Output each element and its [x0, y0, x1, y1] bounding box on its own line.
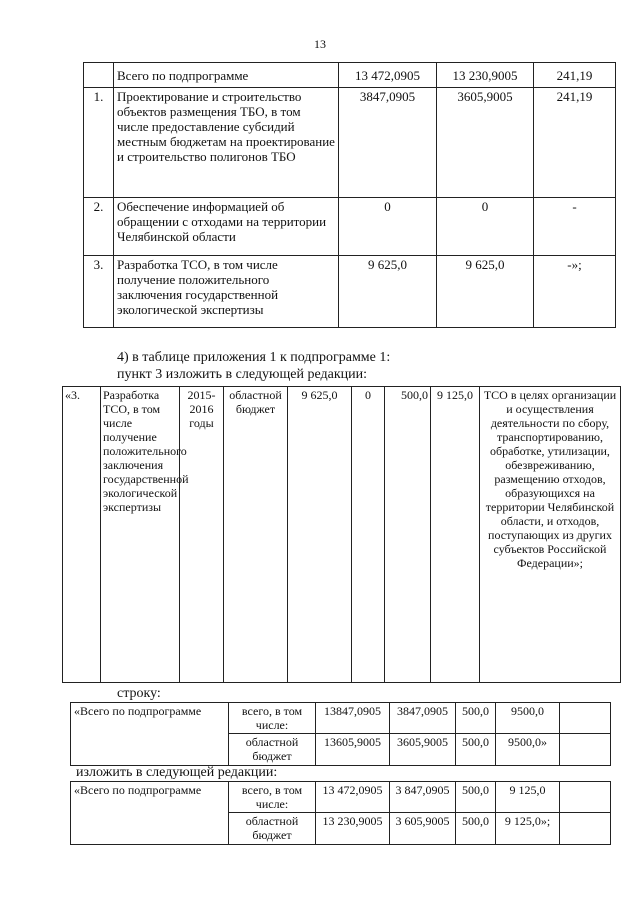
item-value-4: 9 125,0 — [431, 387, 480, 683]
row-value-5 — [560, 703, 611, 734]
row-value-2: 3605,9005 — [437, 88, 534, 198]
table-row — [84, 198, 616, 256]
row-number: 2. — [84, 198, 114, 256]
row-value-3: 241,19 — [534, 88, 616, 198]
table-row — [63, 387, 621, 683]
item-source: областной бюджет — [224, 387, 288, 683]
appendix-item-table — [62, 386, 621, 683]
row-value-4: 9 125,0 — [496, 782, 560, 813]
page-number: 13 — [314, 37, 326, 51]
subprogram-table — [83, 62, 616, 328]
item-value-3: 500,0 — [385, 387, 431, 683]
row-value-3: 500,0 — [456, 782, 496, 813]
row-value-1: 9 625,0 — [339, 256, 437, 328]
row-value-2: 3 847,0905 — [390, 782, 456, 813]
row-number: 3. — [84, 256, 114, 328]
item-number: «3. — [63, 387, 101, 683]
total-label: «Всего по подпрограмме — [71, 703, 229, 766]
row-value-2: 3 605,9005 — [390, 813, 456, 845]
row-value-3: 500,0 — [456, 703, 496, 734]
item-name: Разработка ТСО, в том числе получение положительного заключения государственной экологической экспертизы — [101, 387, 180, 683]
row-type: областной бюджет — [229, 734, 316, 766]
total-value-2: 13 230,9005 — [437, 63, 534, 88]
table-row — [84, 256, 616, 328]
total-value-3: 241,19 — [534, 63, 616, 88]
table-row — [84, 88, 616, 198]
row-type: всего, в том числе: — [229, 782, 316, 813]
total-value-1: 13 472,0905 — [339, 63, 437, 88]
table-row — [71, 703, 611, 734]
row-text: Проектирование и строительство объектов размещения ТБО, в том числе предоставление субсидий местным бюджетам на проектирование и строительство полигонов ТБО — [114, 88, 339, 198]
row-value-1: 3847,0905 — [339, 88, 437, 198]
row-value-3: - — [534, 198, 616, 256]
paragraph-4-line-2: пункт 3 изложить в следующей редакции: — [117, 367, 367, 382]
row-value-5 — [560, 813, 611, 845]
row-value-3: 500,0 — [456, 813, 496, 845]
row-value-3: 500,0 — [456, 734, 496, 766]
row-value-1: 13 472,0905 — [316, 782, 390, 813]
row-value-4: 9500,0 — [496, 703, 560, 734]
row-value-5 — [560, 734, 611, 766]
row-type: областной бюджет — [229, 813, 316, 845]
row-value-4: 9 125,0»; — [496, 813, 560, 845]
new-total-table — [70, 781, 611, 845]
label-izlozhit: изложить в следующей редакции: — [76, 765, 278, 780]
table-row — [71, 782, 611, 813]
row-value-1: 13605,9005 — [316, 734, 390, 766]
row-value-1: 13847,0905 — [316, 703, 390, 734]
item-years: 2015-2016 годы — [180, 387, 224, 683]
total-label: «Всего по подпрограмме — [71, 782, 229, 845]
row-value-1: 0 — [339, 198, 437, 256]
paragraph-4-line-1: 4) в таблице приложения 1 к подпрограмме 1: — [117, 350, 391, 365]
row-value-1: 13 230,9005 — [316, 813, 390, 845]
row-value-2: 3847,0905 — [390, 703, 456, 734]
total-label: Всего по подпрограмме — [114, 63, 339, 88]
row-type: всего, в том числе: — [229, 703, 316, 734]
row-value-3: -»; — [534, 256, 616, 328]
row-value-2: 3605,9005 — [390, 734, 456, 766]
item-value-2: 0 — [352, 387, 385, 683]
label-stroku: строку: — [117, 686, 161, 701]
row-value-4: 9500,0» — [496, 734, 560, 766]
row-value-2: 0 — [437, 198, 534, 256]
table-row-total — [84, 63, 616, 88]
row-value-5 — [560, 782, 611, 813]
item-value-1: 9 625,0 — [288, 387, 352, 683]
item-result: ТСО в целях организации и осуществления деятельности по сбору, транспортированию, обработке, утилизации, обезвреживанию, размещению отходов, образующихся на территории Челябинской области, и отходов, поступающих из других субъектов Российской Федерации»; — [480, 387, 621, 683]
row-text: Обеспечение информацией об обращении с отходами на территории Челябинской области — [114, 198, 339, 256]
row-text: Разработка ТСО, в том числе получение положительного заключения государственной экологической экспертизы — [114, 256, 339, 328]
row-value-2: 9 625,0 — [437, 256, 534, 328]
old-total-table — [70, 702, 611, 766]
row-number: 1. — [84, 88, 114, 198]
